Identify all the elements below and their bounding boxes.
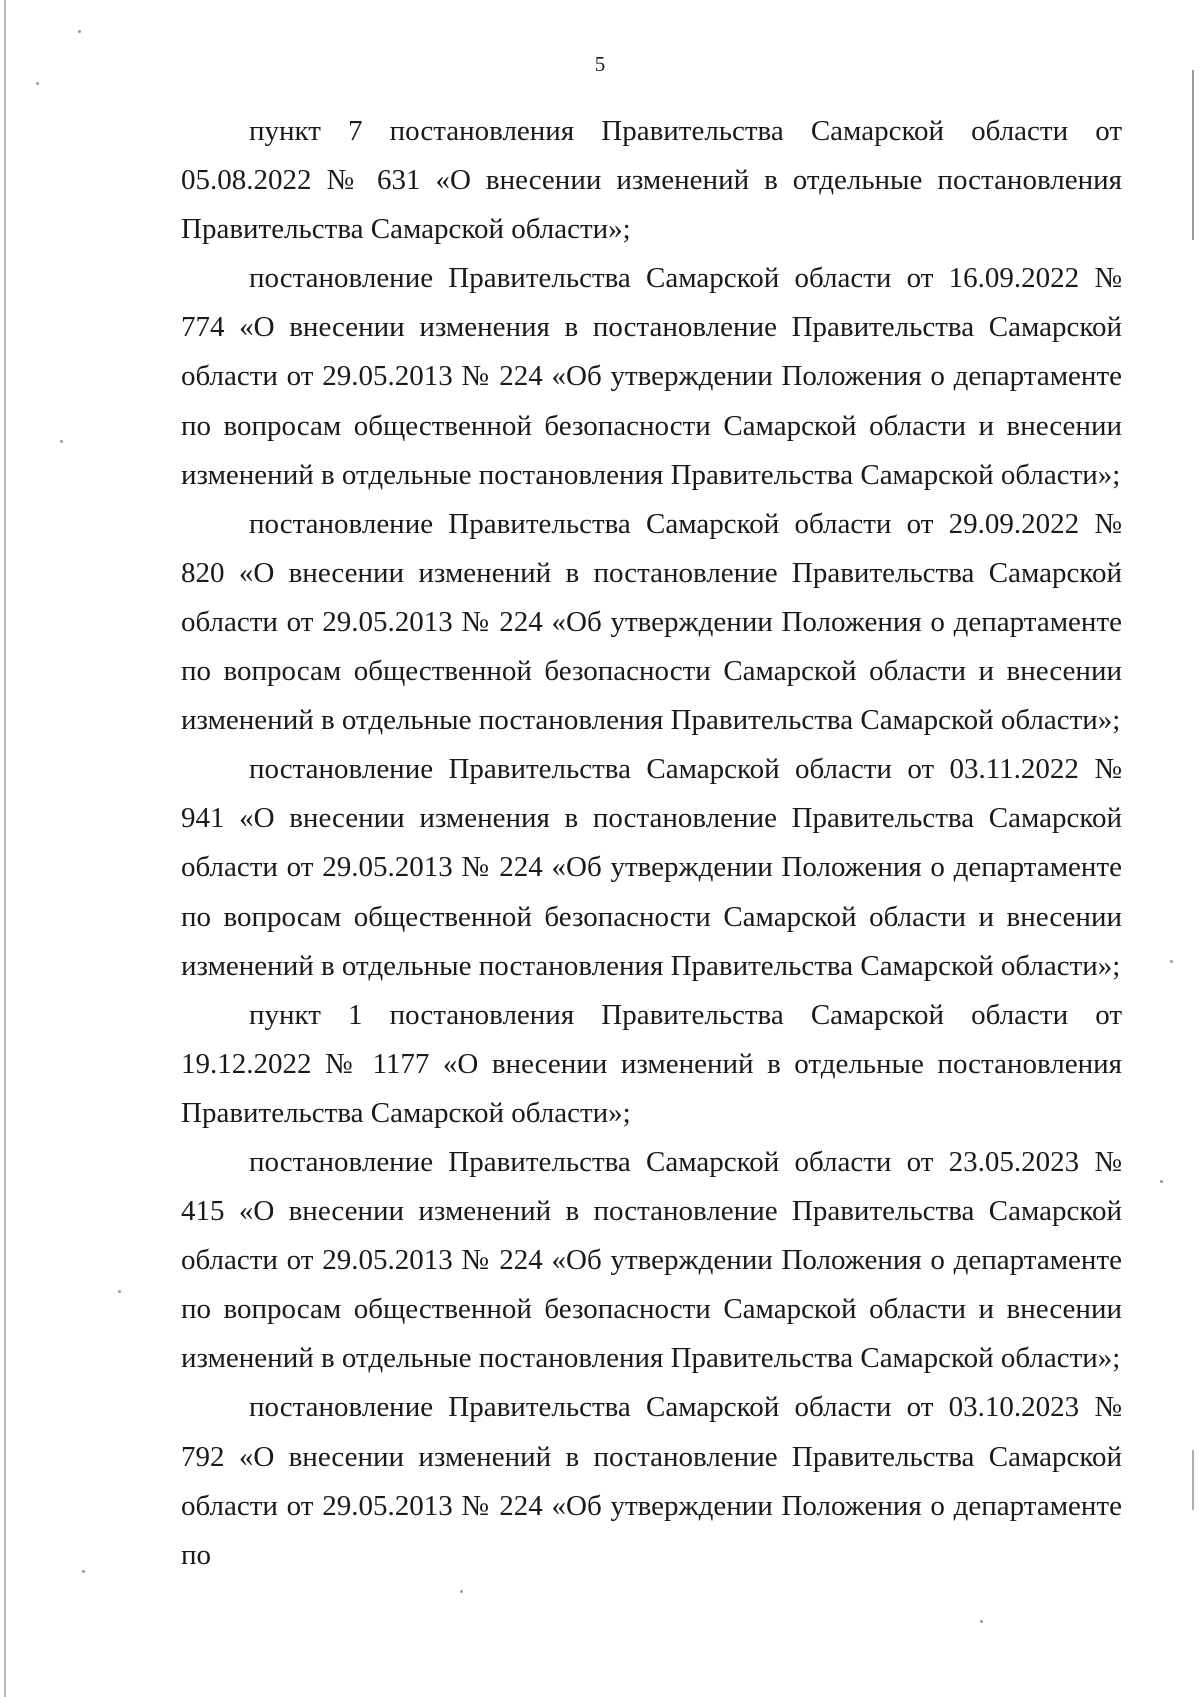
paragraph-4: постановление Правительства Самарской области от 03.11.2022 № 941 «О внесении изменения в постановление Правительства Самарской области от 29.05.2013 № 224 «Об утверждении Положения о департаменте по вопросам общественной безопасности Самарской области и внесении изменений в отдельные постановления Правительства Самарской области»; [181, 753, 1122, 982]
scan-speck [1170, 960, 1173, 963]
paragraph-3: постановление Правительства Самарской области от 29.09.2022 № 820 «О внесении изменений в постановление Правительства Самарской области от 29.05.2013 № 224 «Об утверждении Положения о департаменте по вопросам общественной безопасности Самарской области и внесении изменений в отдельные постановления Правительства Самарской области»; [181, 507, 1122, 737]
scan-edge-right [1192, 70, 1194, 240]
paragraph-2: постановление Правительства Самарской области от 16.09.2022 № 774 «О внесении изменения в постановление Правительства Самарской области от 29.05.2013 № 224 «Об утверждении Положения о департаменте по вопросам общественной безопасности Самарской области и внесении изменений в отдельные постановления Правительства Самарской области»; [181, 262, 1122, 491]
scan-edge-right-lower [1192, 1450, 1194, 1510]
paragraph-7: постановление Правительства Самарской области от 03.10.2023 № 792 «О внесении изменений в постановление Правительства Самарской области от 29.05.2013 № 224 «Об утверждении Положения о департаменте по [181, 1391, 1122, 1571]
scan-edge-left [4, 0, 6, 1697]
paragraph-5: пункт 1 постановления Правительства Самарской области от 19.12.2022 № 1177 «О внесении изменений в отдельные постановления Правительства Самарской области»; [181, 998, 1122, 1129]
scan-speck [60, 440, 63, 443]
scan-speck [460, 1590, 463, 1593]
paragraph-1: пункт 7 постановления Правительства Самарской области от 05.08.2022 № 631 «О внесении изменений в отдельные постановления Правительства Самарской области»; [181, 115, 1122, 246]
scan-speck [118, 1290, 121, 1293]
document-body [181, 107, 1122, 1580]
scan-speck [36, 82, 39, 85]
paragraph-6: постановление Правительства Самарской области от 23.05.2023 № 415 «О внесении изменений в постановление Правительства Самарской области от 29.05.2013 № 224 «Об утверждении Положения о департаменте по вопросам общественной безопасности Самарской области и внесении изменений в отдельные постановления Правительства Самарской области»; [181, 1145, 1122, 1375]
scan-speck [82, 1570, 85, 1573]
page-number: 5 [594, 52, 606, 76]
scan-speck [980, 1620, 983, 1623]
scan-speck [1160, 1180, 1163, 1183]
scan-speck [78, 30, 81, 33]
